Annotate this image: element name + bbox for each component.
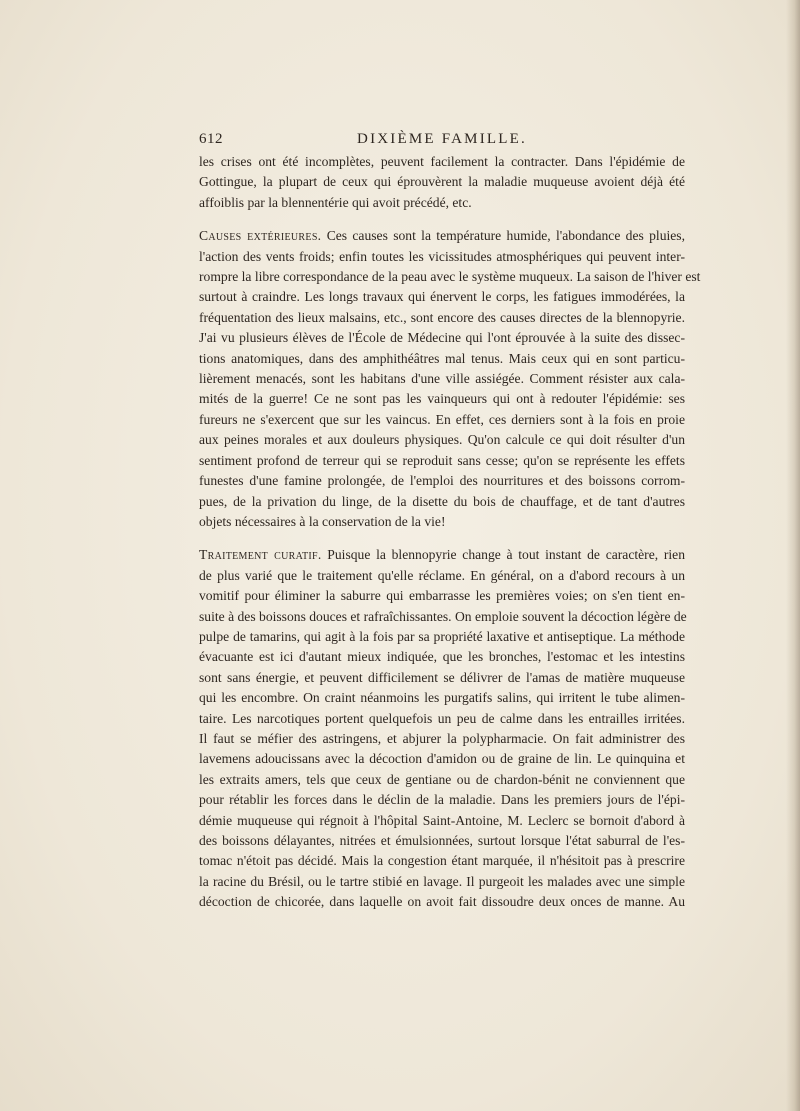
text-line: démie muqueuse qui régnoit à l'hôpital Saint-Antoine, M. Leclerc se bornoit d'abord à [199, 812, 685, 828]
text-line: affoiblis par la blennentérie qui avoit précédé, etc. [199, 194, 472, 210]
page-edge-shadow [786, 0, 800, 1111]
text-line [199, 545, 685, 565]
text-line: fureurs ne s'exercent que sur les vaincus. En effet, ces derniers sont à la fois en proie [199, 411, 685, 427]
text-line: J'ai vu plusieurs élèves de l'École de Médecine qui l'ont éprouvée à la suite des dissec- [199, 330, 685, 346]
page-number: 612 [199, 131, 223, 147]
text-line: funestes d'une famine prolongée, de l'emploi des nourritures et des boissons corrom- [199, 473, 685, 489]
text-line: pour rétablir les forces dans le déclin de la maladie. Dans les premiers jours de l'épi- [199, 792, 685, 808]
text-line: évacuante est ici d'autant mieux indiquée, que les bronches, l'estomac et les intestins [199, 649, 685, 665]
text-line: des boissons délayantes, nitrées et émulsionnées, surtout lorsque l'état saburral de l'es- [199, 833, 685, 848]
text-line: tomac n'étoit pas décidé. Mais la congestion étant marquée, il n'hésitoit pas à prescrire [199, 853, 685, 869]
text-line: vomitif pour éliminer la saburre qui embarrasse les premières voies; on s'en tient en- [199, 588, 685, 604]
text-line: sont sans énergie, et peuvent difficilement se délivrer de l'amas de matière muqueuse [199, 669, 685, 685]
text-line: décoction de chicorée, dans laquelle on avoit fait dissoudre deux onces de manne. Au [199, 894, 685, 910]
text-line [199, 226, 685, 246]
text-run: Puisque la blennopyrie change à tout instant de caractère, rien [321, 547, 685, 563]
paragraph [199, 152, 685, 213]
text-line: l'action des vents froids; enfin toutes les vicissitudes atmosphériques qui peuvent inter- [199, 248, 685, 264]
text-line: les extraits amers, tels que ceux de gentiane ou de chardon-bénit ne conviennent que [199, 771, 685, 787]
section-heading: Causes extérieures. [199, 228, 322, 244]
paragraph [199, 226, 701, 532]
running-title: DIXIÈME FAMILLE. [357, 131, 527, 147]
paragraph [199, 545, 685, 912]
text-line: pues, de la privation du linge, de la disette du bois de chauffage, et de tant d'autres [199, 493, 685, 509]
text-line: pulpe de tamarins, qui agit à la fois par sa propriété laxative et antiseptique. La méthode [199, 628, 685, 644]
text-line: aux peines morales et aux douleurs physiques. Qu'on calcule ce qui doit résulter d'un [199, 432, 685, 448]
text-line: lièrement menacés, sont les habitans d'une ville assiégée. Comment résister aux cala- [199, 371, 685, 387]
text-line: de plus varié que le traitement qu'elle réclame. En général, on a d'abord recours à un [199, 567, 685, 583]
text-line: Gottingue, la plupart de ceux qui éprouvèrent la maladie muqueuse avoient déjà été [199, 174, 685, 190]
text-line: rompre la libre correspondance de la peau avec le système muqueux. La saison de l'hiver est [199, 269, 701, 285]
text-line: sentiment profond de terreur qui se reproduit sans cesse; qu'on se représente les effets [199, 452, 685, 468]
section-heading: Traitement curatif. [199, 547, 322, 563]
text-line: fréquentation des lieux malsains, etc., sont encore des causes directes de la blennopyrie. [199, 309, 685, 325]
text-line: Il faut se méfier des astringens, et abjurer la polypharmacie. On fait administrer des [199, 730, 685, 746]
text-line: les crises ont été incomplètes, peuvent facilement la contracter. Dans l'épidémie de [199, 154, 685, 169]
text-line: taire. Les narcotiques portent quelquefois un peu de calme dans les entrailles irritées. [199, 710, 685, 726]
text-line: mités de la guerre! Ce ne sont pas les vainqueurs qui ont à redouter l'épidémie: ses [199, 391, 685, 407]
text-line: lavemens adoucissans avec la décoction d'amidon ou de graine de lin. Le quinquina et [199, 751, 685, 767]
text-line: la racine du Brésil, ou le tartre stibié en lavage. Il purgeoit les malades avec une simple [199, 873, 685, 889]
text-line: objets nécessaires à la conservation de la vie! [199, 513, 446, 529]
text-line: tions anatomiques, dans des amphithéâtres mal tenus. Mais ceux qui en sont particu- [199, 350, 685, 366]
text-line: surtout à craindre. Les longs travaux qui énervent le corps, les fatigues immodérées, la [199, 289, 685, 305]
page-header [199, 131, 685, 153]
text-line: suite à des boissons douces et rafraîchissantes. On emploie souvent la décoction légère de [199, 608, 687, 624]
text-run: Ces causes sont la température humide, l'abondance des pluies, [321, 228, 685, 244]
body-text [199, 152, 701, 913]
text-line: qui les encombre. On craint néanmoins les purgatifs salins, qui irritent le tube alimen- [199, 690, 685, 706]
